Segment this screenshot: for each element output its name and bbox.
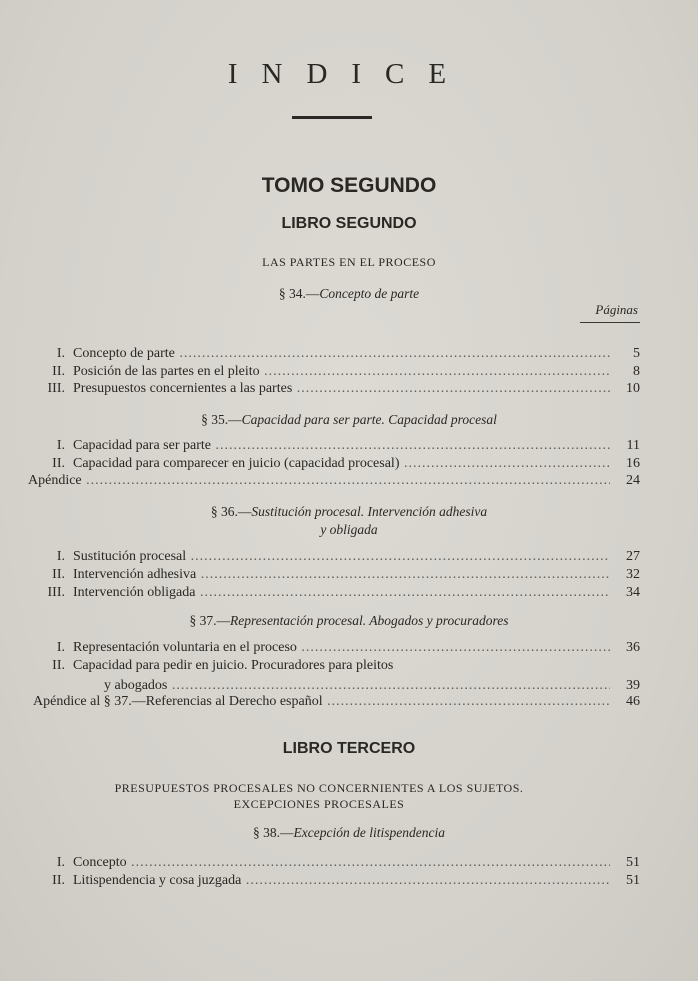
entry-page: 46: [626, 694, 640, 709]
toc-entry[interactable]: [28, 640, 640, 656]
entry-title: Concepto .....: [73, 855, 610, 871]
toc-entry[interactable]: [28, 567, 640, 583]
toc-entry[interactable]: [28, 585, 640, 601]
libro-segundo-heading: LIBRO SEGUNDO: [281, 215, 417, 232]
section-35-heading: [0, 412, 698, 428]
entry-title: Representación voluntaria en el proceso .....: [73, 640, 610, 656]
entry-title: Litispendencia y cosa juzgada .....: [73, 873, 610, 889]
section-36-heading: [0, 504, 698, 520]
section-34-number: § 34.—: [278, 286, 320, 301]
entry-page: 27: [626, 549, 640, 564]
toc-entry-continuation[interactable]: [28, 678, 640, 694]
libro-tercero-heading: LIBRO TERCERO: [282, 740, 416, 757]
toc-entry[interactable]: [28, 873, 640, 889]
entry-number: I.: [56, 549, 65, 564]
section-36-number: § 36.—: [210, 504, 252, 519]
section-38-number: § 38.—: [253, 825, 294, 840]
entry-number: I.: [56, 346, 65, 361]
entry-title: Apéndice .....: [28, 473, 610, 489]
page-title: INDICE: [227, 58, 471, 90]
libro-tercero-subtitle-2: EXCEPCIONES PROCESALES: [233, 797, 405, 811]
section-38-title: Excepción de litispendencia: [293, 825, 445, 840]
entry-page: 16: [626, 456, 640, 471]
entry-title: Concepto de parte .....: [73, 346, 610, 362]
entry-title: Capacidad para pedir en juicio. Procuradores para pleitos: [73, 658, 394, 673]
entry-page: 34: [626, 585, 640, 600]
section-35-number: § 35.—: [201, 412, 242, 427]
entry-page: 10: [626, 381, 640, 396]
section-37-heading: [0, 613, 698, 629]
entry-title: Posición de las partes en el pleito .....: [73, 364, 610, 380]
section-36-heading-line2: [0, 522, 698, 538]
entry-title: Capacidad para ser parte .....: [73, 438, 610, 454]
libro-segundo-subtitle: LAS PARTES EN EL PROCESO: [262, 255, 436, 269]
toc-entry[interactable]: [28, 549, 640, 565]
toc-entry[interactable]: [28, 855, 640, 871]
section-35-title: Capacidad para ser parte. Capacidad procesal: [241, 412, 497, 427]
entry-title: Capacidad para comparecer en juicio (capacidad procesal) .....: [73, 456, 610, 472]
entry-number: II.: [52, 873, 65, 888]
entry-title: Apéndice al § 37.—Referencias al Derecho español .....: [33, 694, 610, 710]
toc-entry[interactable]: [28, 364, 640, 380]
toc-entry-appendix[interactable]: [28, 473, 640, 489]
entry-number: III.: [47, 585, 65, 600]
entry-title: Intervención adhesiva .....: [73, 567, 610, 583]
entry-number: I.: [56, 640, 65, 655]
toc-entry[interactable]: [28, 438, 640, 454]
paginas-label: Páginas: [595, 302, 638, 317]
paginas-rule: [580, 322, 640, 323]
entry-page: 24: [626, 473, 640, 488]
toc-entry[interactable]: [28, 658, 640, 674]
title-rule: [292, 116, 372, 119]
entry-title: Intervención obligada .....: [73, 585, 610, 601]
entry-number: II.: [52, 364, 65, 379]
section-37-title: Representación procesal. Abogados y procuradores: [229, 613, 509, 628]
section-34-title: Concepto de parte: [319, 286, 420, 301]
entry-page: 36: [626, 640, 640, 655]
libro-tercero-subtitle-1: PRESUPUESTOS PROCESALES NO CONCERNIENTES A LOS SUJETOS.: [114, 781, 524, 795]
toc-entry[interactable]: [28, 456, 640, 472]
entry-page: 11: [626, 438, 640, 453]
entry-title: y abogados .....: [104, 678, 610, 694]
section-37-number: § 37.—: [189, 613, 230, 628]
entry-number: II.: [52, 658, 65, 673]
section-38-heading: [0, 825, 698, 841]
entry-number: II.: [52, 456, 65, 471]
toc-entry-appendix[interactable]: [28, 694, 640, 710]
entry-page: 39: [626, 678, 640, 693]
entry-page: 8: [633, 364, 640, 379]
entry-page: 32: [626, 567, 640, 582]
entry-number: I.: [56, 438, 65, 453]
entry-page: 51: [626, 855, 640, 870]
entry-number: I.: [56, 855, 65, 870]
entry-title: Presupuestos concernientes a las partes .....: [73, 381, 610, 397]
entry-title: Sustitución procesal .....: [73, 549, 610, 565]
entry-number: III.: [47, 381, 65, 396]
section-36-title: Sustitución procesal. Intervención adhesiva: [251, 504, 488, 519]
toc-entry[interactable]: [28, 381, 640, 397]
section-36-title-cont: y obligada: [320, 522, 378, 537]
entry-page: 51: [626, 873, 640, 888]
section-34-heading: [0, 286, 698, 302]
entry-number: II.: [52, 567, 65, 582]
toc-entry[interactable]: [28, 346, 640, 362]
tomo-heading: TOMO SEGUNDO: [261, 174, 437, 197]
entry-page: 5: [633, 346, 640, 361]
